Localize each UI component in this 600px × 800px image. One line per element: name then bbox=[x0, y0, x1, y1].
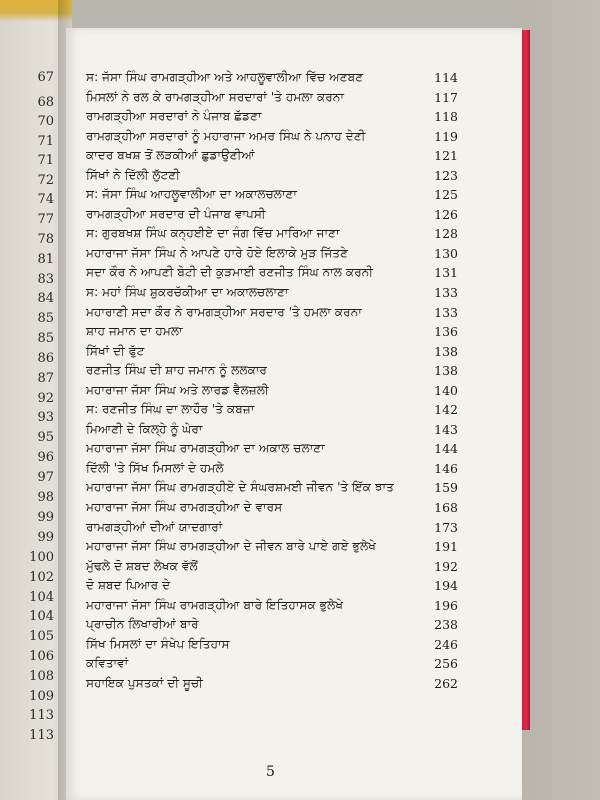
toc-entry-title: ਮੁੱਢਲੇ ਦੋ ਸ਼ਬਦ ਲੇਖਕ ਵੱਲੋਂ bbox=[86, 558, 198, 573]
toc-entry bbox=[86, 615, 458, 635]
toc-entry-title: ਮਿਸਲਾਂ ਨੇ ਰਲ ਕੇ ਰਾਮਗੜ੍ਹੀਆ ਸਰਦਾਰਾਂ 'ਤੇ ਹਮਲਾ ਕਰਨਾ bbox=[86, 89, 344, 104]
toc-entry-title: ਮਹਾਰਾਜਾ ਜੱਸਾ ਸਿੰਘ ਅਤੇ ਲਾਰਡ ਵੈਲਜ਼ਲੀ bbox=[86, 382, 269, 397]
left-page-number: 98 bbox=[37, 490, 54, 505]
toc-entry-page: 159 bbox=[434, 480, 458, 496]
toc-entry bbox=[86, 166, 458, 186]
left-page-number: 95 bbox=[37, 430, 54, 445]
toc-entry bbox=[86, 576, 458, 596]
toc-entry bbox=[86, 283, 458, 303]
toc-entry-page: 246 bbox=[434, 636, 458, 652]
toc-entry bbox=[86, 596, 458, 616]
toc-entry bbox=[86, 635, 458, 655]
toc-entry-page: 142 bbox=[434, 402, 458, 418]
toc-entry-title: ਰਾਮਗੜ੍ਹੀਆ ਸਰਦਾਰ ਦੀ ਪੰਜਾਬ ਵਾਪਸੀ bbox=[86, 206, 266, 221]
left-page-number: 109 bbox=[29, 689, 54, 704]
toc-entry-page: 121 bbox=[434, 148, 458, 164]
toc-entry-page: 194 bbox=[434, 578, 458, 594]
toc-entry-title: ਮਹਾਰਾਣੀ ਸਦਾ ਕੌਰ ਨੇ ਰਾਮਗੜ੍ਹੀਆ ਸਰਦਾਰ 'ਤੇ ਹਮਲਾ ਕਰਨਾ bbox=[86, 304, 362, 319]
toc-entry-title: ਸ: ਜੱਸਾ ਸਿੰਘ ਰਾਮਗੜ੍ਹੀਆ ਅਤੇ ਆਹਲੂਵਾਲੀਆ ਵਿੱਚ ਅਣਬਣ bbox=[86, 70, 364, 84]
toc-entry-title: ਸਦਾ ਕੌਰ ਨੇ ਆਪਣੀ ਬੇਟੀ ਦੀ ਕੁੜਮਾਈ ਰਣਜੀਤ ਸਿੰਘ ਨਾਲ ਕਰਨੀ bbox=[86, 265, 374, 280]
toc-entry-page: 117 bbox=[434, 89, 458, 105]
toc-entry bbox=[86, 146, 458, 166]
left-page-number: 85 bbox=[37, 311, 54, 326]
left-page-number: 74 bbox=[37, 192, 54, 207]
toc-entry-page: 131 bbox=[434, 265, 458, 281]
left-page-number: 67 bbox=[37, 70, 54, 85]
toc-entry bbox=[86, 537, 458, 557]
left-page-number: 77 bbox=[37, 212, 54, 227]
toc-entry-title: ਸਿੱਖਾਂ ਦੀ ਫੁੱਟ bbox=[86, 343, 145, 358]
toc-entry-title: ਮਹਾਰਾਜਾ ਜੱਸਾ ਸਿੰਘ ਨੇ ਆਪਣੇ ਹਾਰੇ ਹੋਏ ਇਲਾਕੇ ਮੁੜ ਜਿੱਤਣੇ bbox=[86, 245, 349, 260]
left-page-number: 96 bbox=[37, 450, 54, 465]
left-page-number: 100 bbox=[29, 550, 54, 565]
toc-entry-title: ਮਹਾਰਾਜਾ ਜੱਸਾ ਸਿੰਘ ਰਾਮਗੜ੍ਹੀਏ ਦੇ ਸੰਘਰਸ਼ਮਈ ਜੀਵਨ 'ਤੇ ਇੱਕ ਝਾਤ bbox=[86, 480, 394, 495]
toc-entry bbox=[86, 244, 458, 264]
toc-entry-title: ਮਹਾਰਾਜਾ ਜੱਸਾ ਸਿੰਘ ਰਾਮਗੜ੍ਹੀਆ ਦਾ ਅਕਾਲ ਚਲਾਣਾ bbox=[86, 441, 325, 456]
toc-entry-title: ਰਾਮਗੜ੍ਹੀਆਂ ਦੀਆਂ ਯਾਦਗਾਰਾਂ bbox=[86, 519, 223, 534]
toc-entry bbox=[86, 674, 458, 694]
left-page-number: 84 bbox=[37, 291, 54, 306]
table-of-contents bbox=[86, 68, 458, 694]
toc-entry-page: 168 bbox=[434, 500, 458, 516]
toc-entry bbox=[86, 342, 458, 362]
toc-entry bbox=[86, 205, 458, 225]
toc-entry-page: 256 bbox=[434, 656, 458, 672]
toc-entry-page: 123 bbox=[434, 167, 458, 183]
left-page-number: 81 bbox=[37, 252, 54, 267]
toc-entry-page: 143 bbox=[434, 421, 458, 437]
toc-entry-title: ਰਾਮਗੜ੍ਹੀਆ ਸਰਦਾਰਾਂ ਨੇ ਪੰਜਾਬ ਛੱਡਣਾ bbox=[86, 109, 262, 124]
left-page-number: 85 bbox=[37, 331, 54, 346]
left-page-number: 99 bbox=[37, 530, 54, 545]
toc-entry-title: ਰਾਮਗੜ੍ਹੀਆ ਸਰਦਾਰਾਂ ਨੂੰ ਮਹਾਰਾਜਾ ਅਮਰ ਸਿੰਘ ਨੇ ਪਨਾਹ ਦੇਣੀ bbox=[86, 128, 366, 143]
toc-entry-page: 114 bbox=[434, 70, 458, 85]
toc-entry-title: ਸਿੱਖਾਂ ਨੇ ਦਿੱਲੀ ਲੁੱਟਣੀ bbox=[86, 167, 181, 182]
toc-entry-title: ਸਿੱਖ ਮਿਸਲਾਂ ਦਾ ਸੰਖੇਪ ਇਤਿਹਾਸ bbox=[86, 636, 230, 651]
toc-entry bbox=[86, 224, 458, 244]
toc-entry-title: ਸਹਾਇਕ ਪੁਸਤਕਾਂ ਦੀ ਸੂਚੀ bbox=[86, 675, 203, 690]
toc-entry bbox=[86, 107, 458, 127]
toc-entry-title: ਮਹਾਰਾਜਾ ਜੱਸਾ ਸਿੰਘ ਰਾਮਗੜ੍ਹੀਆ ਬਾਰੇ ਇਤਿਹਾਸਕ ਭੁਲੇਖੇ bbox=[86, 597, 344, 612]
page-number: 5 bbox=[266, 764, 275, 780]
toc-entry-page: 238 bbox=[434, 617, 458, 633]
toc-entry-title: ਕਾਦਰ ਬਖਸ਼ ਤੋਂ ਲੜਕੀਆਂ ਛੁਡਾਉਣੀਆਂ bbox=[86, 148, 255, 163]
left-page-number: 113 bbox=[29, 708, 54, 723]
toc-entry-title: ਮਿਆਣੀ ਦੇ ਕਿਲ੍ਹੇ ਨੂੰ ਘੇਰਾ bbox=[86, 421, 203, 436]
left-page-number: 78 bbox=[37, 232, 54, 247]
left-page-number: 86 bbox=[37, 351, 54, 366]
left-page-number: 70 bbox=[37, 114, 54, 129]
toc-entry bbox=[86, 381, 458, 401]
toc-entry-page: 133 bbox=[434, 285, 458, 301]
toc-entry bbox=[86, 439, 458, 459]
toc-entry-title: ਸ: ਗੁਰਬਖਸ਼ ਸਿੰਘ ਕਨ੍ਹਈਏ ਦਾ ਜੰਗ ਵਿੱਚ ਮਾਰਿਆ ਜਾਣਾ bbox=[86, 226, 340, 241]
toc-entry bbox=[86, 68, 458, 88]
toc-entry-title: ਸ: ਰਣਜੀਤ ਸਿੰਘ ਦਾ ਲਾਹੌਰ 'ਤੇ ਕਬਜ਼ਾ bbox=[86, 402, 255, 417]
toc-entry bbox=[86, 420, 458, 440]
toc-entry bbox=[86, 185, 458, 205]
left-page-number: 104 bbox=[29, 609, 54, 624]
toc-entry bbox=[86, 127, 458, 147]
left-page-number: 106 bbox=[29, 649, 54, 664]
toc-entry bbox=[86, 557, 458, 577]
left-page-number: 87 bbox=[37, 371, 54, 386]
toc-entry-title: ਰਣਜੀਤ ਸਿੰਘ ਦੀ ਸ਼ਾਹ ਜਮਾਨ ਨੂੰ ਲਲਕਾਰ bbox=[86, 363, 267, 378]
left-page-number: 83 bbox=[37, 272, 54, 287]
toc-entry-page: 146 bbox=[434, 460, 458, 476]
toc-entry-page: 144 bbox=[434, 441, 458, 457]
left-page-number: 102 bbox=[29, 570, 54, 585]
left-page-number: 97 bbox=[37, 470, 54, 485]
toc-entry-page: 140 bbox=[434, 382, 458, 398]
toc-entry-page: 173 bbox=[434, 519, 458, 535]
left-page-number: 68 bbox=[37, 95, 54, 110]
toc-entry-page: 128 bbox=[434, 226, 458, 242]
toc-entry bbox=[86, 459, 458, 479]
left-page-number: 71 bbox=[37, 134, 54, 149]
left-page-number: 113 bbox=[29, 728, 54, 743]
toc-entry-page: 138 bbox=[434, 343, 458, 359]
toc-entry-page: 191 bbox=[434, 539, 458, 555]
toc-entry-title: ਮਹਾਰਾਜਾ ਜੱਸਾ ਸਿੰਘ ਰਾਮਗੜ੍ਹੀਆ ਦੇ ਵਾਰਸ bbox=[86, 500, 283, 515]
toc-entry bbox=[86, 654, 458, 674]
toc-entry-page: 119 bbox=[434, 128, 458, 144]
toc-entry-page: 138 bbox=[434, 363, 458, 379]
toc-entry-title: ਸ: ਮਹਾਂ ਸਿੰਘ ਸ਼ੁਕਰਚੱਕੀਆ ਦਾ ਅਕਾਲਚਲਾਣਾ bbox=[86, 285, 289, 300]
toc-entry-page: 125 bbox=[434, 187, 458, 203]
toc-entry-page: 118 bbox=[434, 109, 458, 125]
left-page-number: 99 bbox=[37, 510, 54, 525]
toc-entry-title: ਸ: ਜੱਸਾ ਸਿੰਘ ਆਹਲੂਵਾਲੀਆ ਦਾ ਅਕਾਲਚਲਾਣਾ bbox=[86, 187, 297, 202]
toc-entry bbox=[86, 322, 458, 342]
book-cover-edge bbox=[512, 0, 600, 800]
toc-entry bbox=[86, 518, 458, 538]
left-page-number: 92 bbox=[37, 391, 54, 406]
toc-entry-page: 126 bbox=[434, 206, 458, 222]
left-page-number: 72 bbox=[37, 173, 54, 188]
toc-entry-page: 196 bbox=[434, 597, 458, 613]
toc-entry-page: 192 bbox=[434, 558, 458, 574]
toc-entry-title: ਸ਼ਾਹ ਜਮਾਨ ਦਾ ਹਮਲਾ bbox=[86, 324, 183, 339]
toc-entry bbox=[86, 400, 458, 420]
toc-entry-page: 133 bbox=[434, 304, 458, 320]
toc-entry bbox=[86, 361, 458, 381]
toc-entry-title: ਕਵਿਤਾਵਾਂ bbox=[86, 656, 129, 671]
toc-entry bbox=[86, 498, 458, 518]
left-page-number: 104 bbox=[29, 590, 54, 605]
toc-entry-title: ਪ੍ਰਾਚੀਨ ਲਿਖਾਰੀਆਂ ਬਾਰੇ bbox=[86, 617, 199, 632]
left-page-number: 71 bbox=[37, 153, 54, 168]
toc-entry bbox=[86, 303, 458, 323]
toc-entry-page: 262 bbox=[434, 675, 458, 691]
left-page-number: 108 bbox=[29, 669, 54, 684]
toc-entry-page: 136 bbox=[434, 324, 458, 340]
left-page-number: 105 bbox=[29, 629, 54, 644]
toc-entry-title: ਮਹਾਰਾਜਾ ਜੱਸਾ ਸਿੰਘ ਰਾਮਗੜ੍ਹੀਆ ਦੇ ਜੀਵਨ ਬਾਰੇ ਪਾਏ ਗਏ ਭੁਲੇਖੇ bbox=[86, 539, 376, 554]
left-page-number: 93 bbox=[37, 410, 54, 425]
toc-entry bbox=[86, 263, 458, 283]
toc-entry bbox=[86, 88, 458, 108]
toc-entry bbox=[86, 478, 458, 498]
toc-entry-page: 130 bbox=[434, 245, 458, 261]
toc-entry-title: ਦੋ ਸ਼ਬਦ ਪਿਆਰ ਦੇ bbox=[86, 578, 171, 593]
toc-entry-title: ਦਿੱਲੀ 'ਤੇ ਸਿੱਖ ਮਿਸਲਾਂ ਦੇ ਹਮਲੇ bbox=[86, 460, 224, 475]
